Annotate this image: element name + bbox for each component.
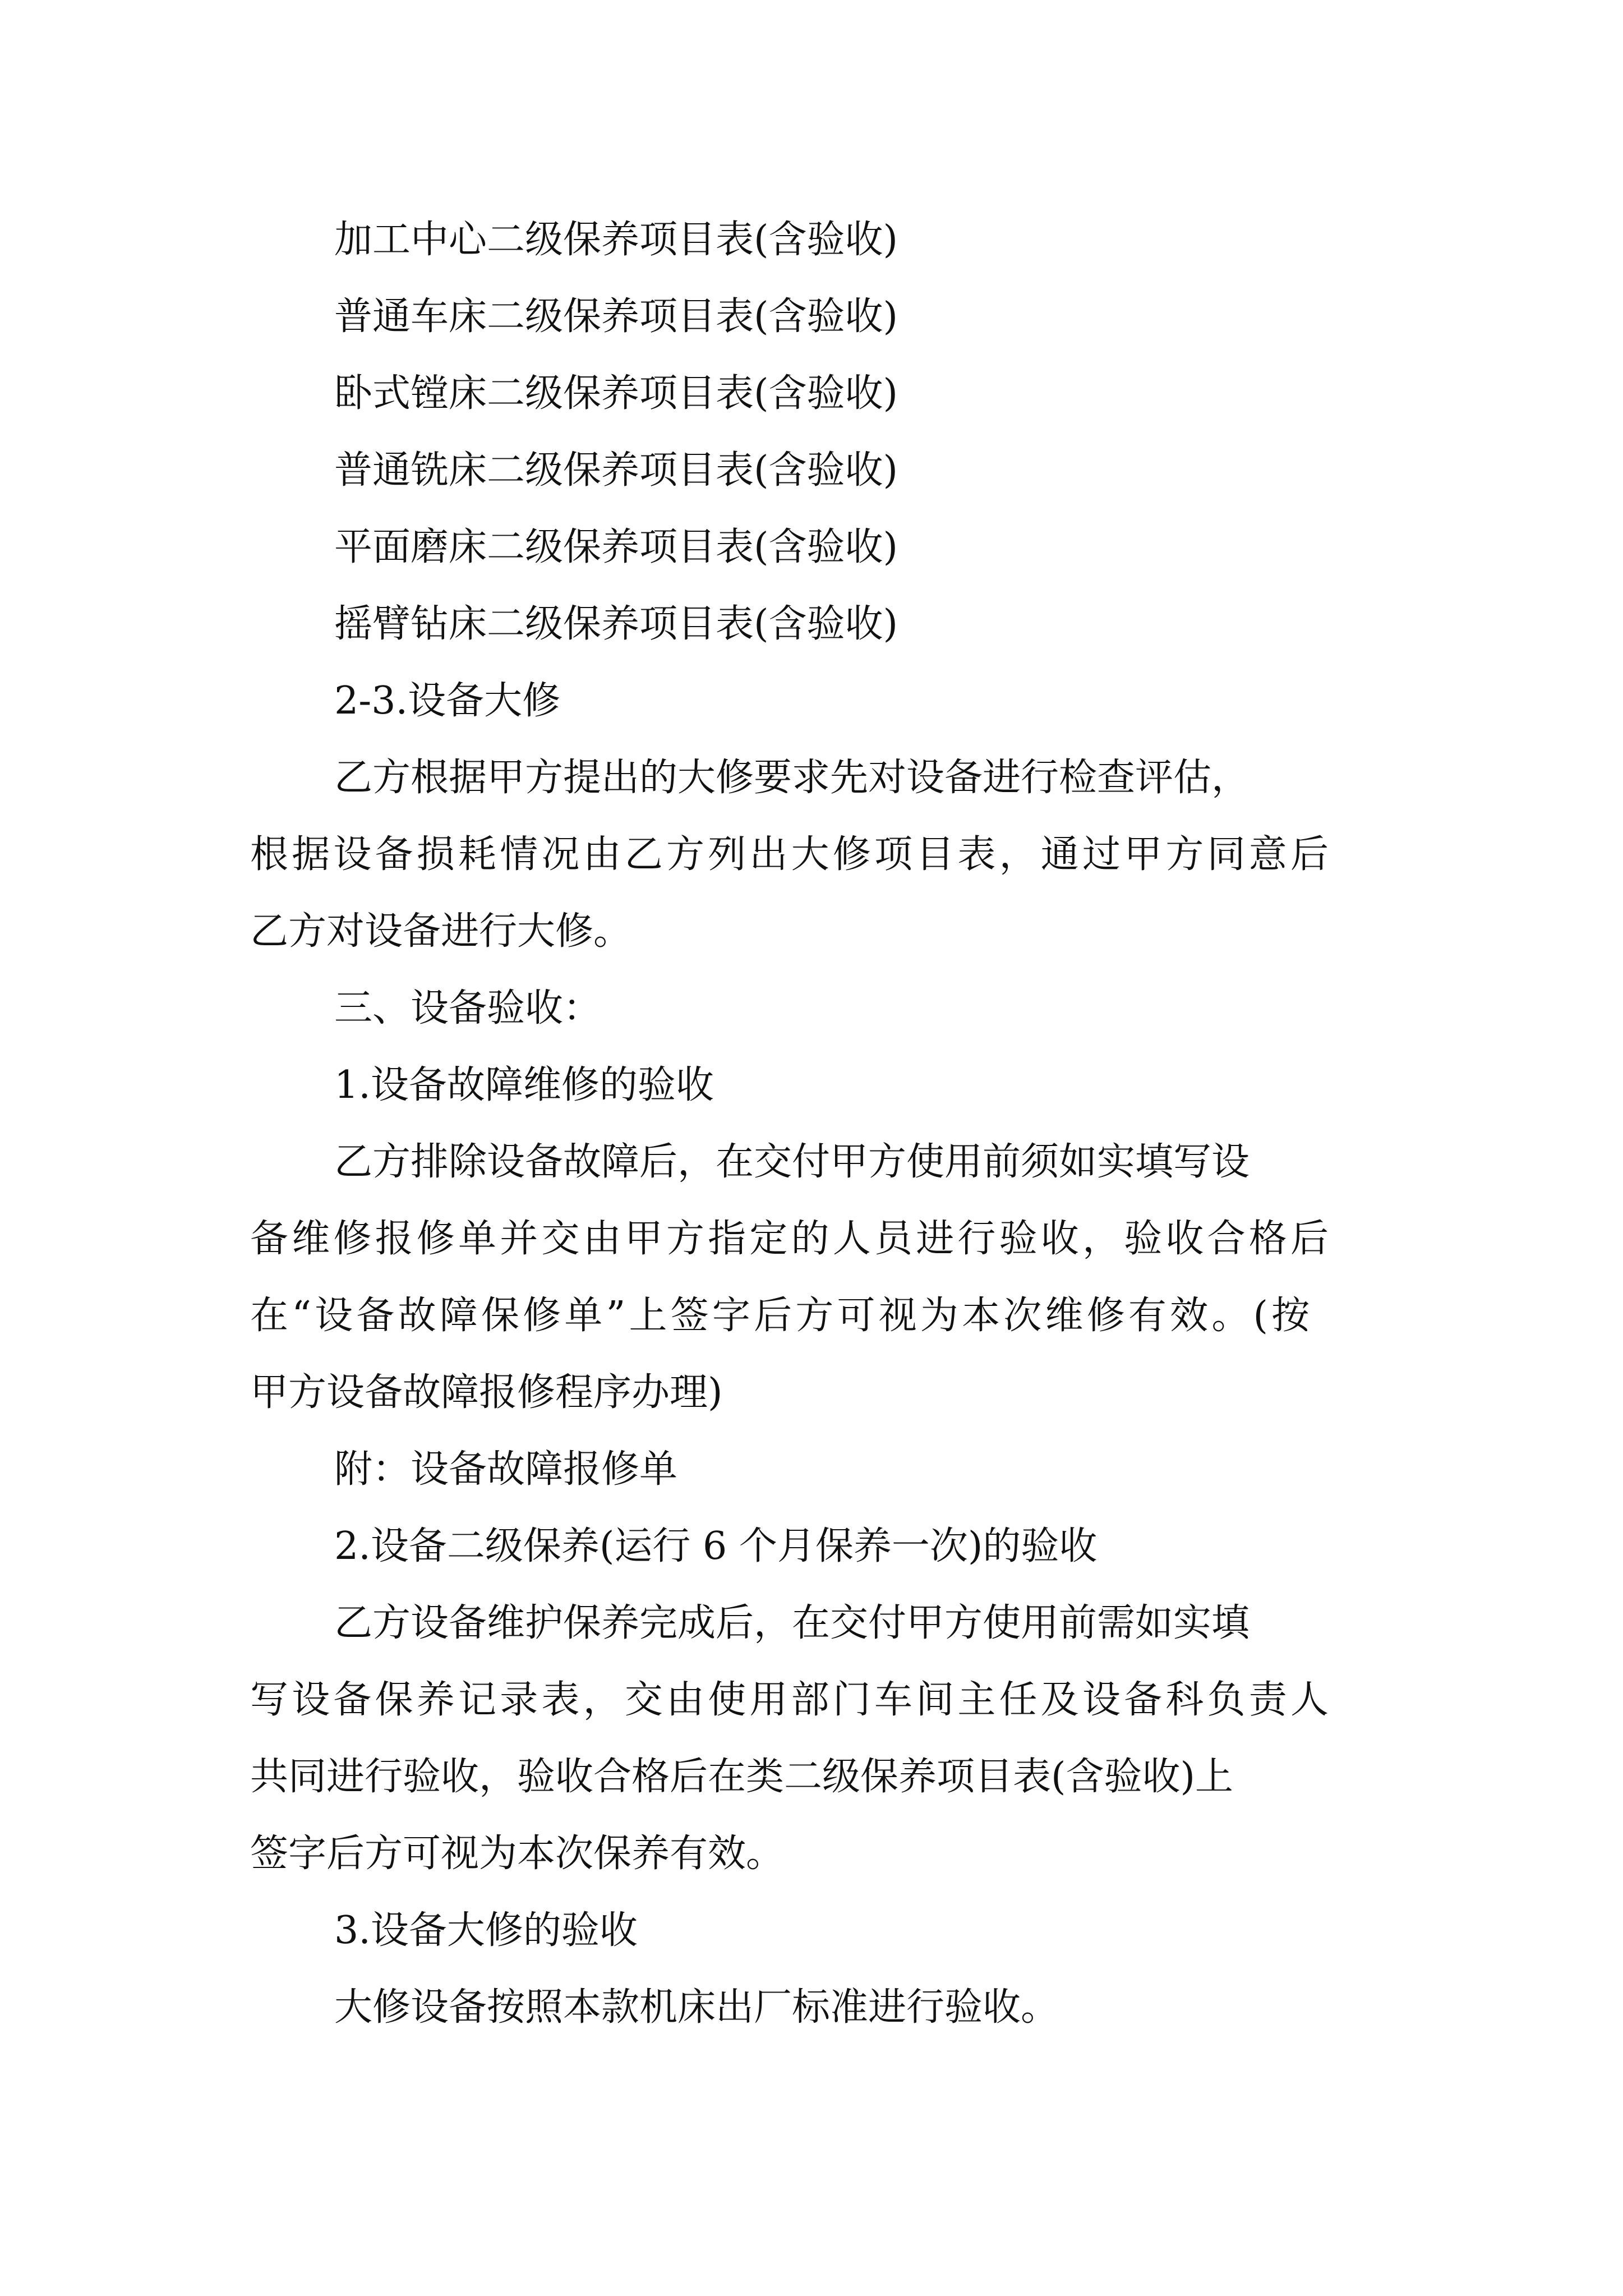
- text-line: 乙方设备维护保养完成后，在交付甲方使用前需如实填: [334, 1601, 1250, 1645]
- text-line: 乙方排除设备故障后，在交付甲方使用前须如实填写设: [334, 1140, 1250, 1184]
- text-line: 根据设备损耗情况由乙方列出大修项目表，通过甲方同意后: [250, 832, 1332, 877]
- text-line: 摇臂钻床二级保养项目表(含验收): [334, 602, 898, 646]
- subsection-heading: 3.设备大修的验收: [334, 1908, 638, 1953]
- subsection-heading: 2.设备二级保养(运行 6 个月保养一次)的验收: [334, 1524, 1098, 1568]
- text-line: 平面磨床二级保养项目表(含验收): [334, 525, 898, 569]
- text-line: 卧式镗床二级保养项目表(含验收): [334, 371, 898, 416]
- text-line: 大修设备按照本款机床出厂标准进行验收。: [334, 1985, 1059, 2030]
- text-line: 普通铣床二级保养项目表(含验收): [334, 448, 898, 493]
- text-line: 普通车床二级保养项目表(含验收): [334, 295, 898, 339]
- text-line: 附：设备故障报修单: [334, 1447, 678, 1492]
- text-line: 签字后方可视为本次保养有效。: [250, 1832, 785, 1876]
- subsection-heading: 1.设备故障维修的验收: [334, 1063, 714, 1107]
- section-heading: 三、设备验收：: [334, 986, 602, 1030]
- text-line: 备维修报修单并交由甲方指定的人员进行验收，验收合格后: [250, 1217, 1332, 1261]
- text-line: 在“设备故障保修单”上签字后方可视为本次维修有效。(按: [250, 1294, 1313, 1338]
- text-line: 写设备保养记录表，交由使用部门车间主任及设备科负责人: [250, 1678, 1332, 1722]
- section-heading: 2-3.设备大修: [334, 679, 561, 723]
- text-line: 乙方对设备进行大修。: [250, 909, 632, 954]
- text-line: 加工中心二级保养项目表(含验收): [334, 218, 898, 262]
- text-line: 共同进行验收，验收合格后在类二级保养项目表(含验收)上: [250, 1755, 1234, 1799]
- text-line: 乙方根据甲方提出的大修要求先对设备进行检查评估，: [334, 756, 1250, 800]
- text-line: 甲方设备故障报修程序办理): [250, 1370, 723, 1415]
